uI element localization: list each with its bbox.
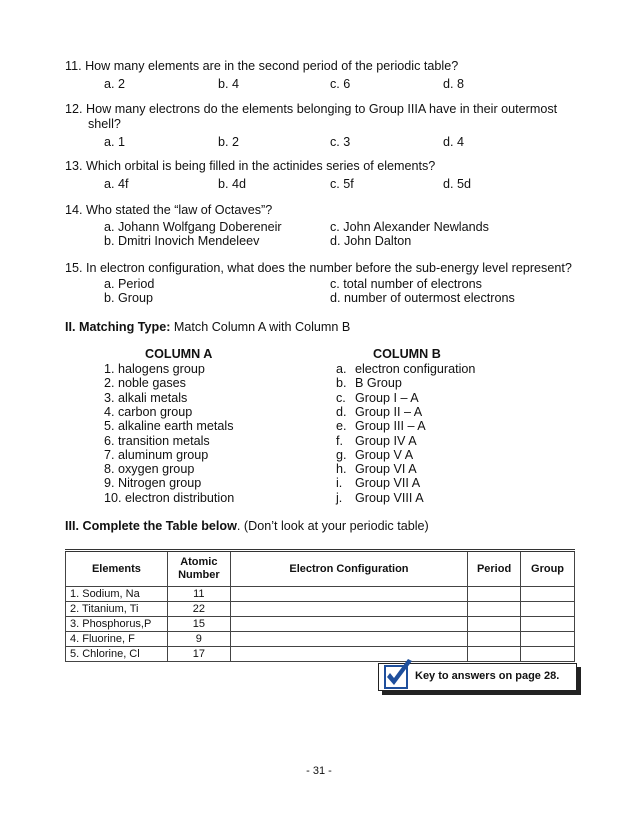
- column-a-item: 9. Nitrogen group: [104, 476, 202, 491]
- q15-option-a: a. Period: [104, 277, 155, 291]
- column-b-item: Group III – A: [355, 419, 426, 434]
- q13-option-c: c. 5f: [330, 177, 354, 191]
- q15-option-d: d. number of outermost electrons: [330, 291, 515, 305]
- q12-option-c: c. 3: [330, 135, 351, 149]
- header-elements: Elements: [66, 551, 168, 587]
- electron-configuration-cell[interactable]: [230, 617, 467, 632]
- group-cell[interactable]: [521, 587, 575, 602]
- element-cell: 4. Fluorine, F: [66, 632, 168, 647]
- atomic-number-cell: 9: [167, 632, 230, 647]
- matching-heading-bold: II. Matching Type:: [65, 320, 171, 334]
- table-row: [66, 587, 575, 602]
- q11-option-d: d. 8: [443, 77, 465, 91]
- period-cell[interactable]: [468, 617, 521, 632]
- column-a-item: 1. halogens group: [104, 362, 205, 376]
- q14-option-c: c. John Alexander Newlands: [330, 220, 489, 234]
- electron-configuration-cell[interactable]: [230, 587, 467, 602]
- period-cell[interactable]: [468, 647, 521, 662]
- question-15-stem: 15. In electron configuration, what does the number before the sub-energy level represent?: [65, 261, 572, 275]
- element-table: [65, 549, 575, 662]
- column-a-item: 8. oxygen group: [104, 462, 195, 477]
- q15-option-c: c. total number of electrons: [330, 277, 482, 291]
- column-a-item: 7. aluminum group: [104, 447, 209, 462]
- column-b-title: COLUMN B: [373, 347, 441, 361]
- column-b-item: Group VIII A: [355, 490, 424, 505]
- q14-option-b: b. Dmitri Inovich Mendeleev: [104, 234, 260, 248]
- q13-option-a: a. 4f: [104, 177, 129, 191]
- table-heading-rest: . (Don’t look at your periodic table): [236, 519, 429, 533]
- column-b-letter: g.: [336, 447, 347, 462]
- table-heading-bold: III. Complete the Table below: [65, 519, 237, 533]
- column-a-item: 5. alkaline earth metals: [104, 419, 234, 434]
- table-section-heading: [65, 519, 429, 534]
- q14-option-d: d. John Dalton: [330, 234, 412, 248]
- header-period: Period: [468, 551, 521, 587]
- electron-configuration-cell[interactable]: [230, 647, 467, 662]
- column-b-letter: j.: [336, 490, 343, 505]
- column-a-item: 3. alkali metals: [104, 390, 188, 405]
- group-cell[interactable]: [521, 602, 575, 617]
- element-cell: 1. Sodium, Na: [66, 587, 168, 602]
- q15-option-b: b. Group: [104, 291, 154, 305]
- checkmark-icon: [381, 658, 415, 692]
- column-b-item: Group IV A: [355, 433, 417, 448]
- column-b-item: Group VI A: [355, 462, 417, 477]
- column-b-letter: f.: [336, 433, 343, 448]
- answer-key-text: Key to answers on page 28.: [415, 670, 560, 682]
- period-cell[interactable]: [468, 587, 521, 602]
- table-header-row: [66, 551, 575, 587]
- element-cell: 2. Titanium, Ti: [66, 602, 168, 617]
- element-cell: 5. Chlorine, Cl: [66, 647, 168, 662]
- column-b-letter: a.: [336, 362, 347, 376]
- column-b-letter: e.: [336, 419, 347, 434]
- table-row: [66, 602, 575, 617]
- q12-option-a: a. 1: [104, 135, 126, 149]
- header-group: Group: [521, 551, 575, 587]
- column-b-item: Group V A: [355, 447, 414, 462]
- electron-configuration-cell[interactable]: [230, 602, 467, 617]
- q12-option-b: b. 2: [218, 135, 240, 149]
- column-a-item: 10. electron distribution: [104, 490, 235, 505]
- column-a-item: 4. carbon group: [104, 404, 193, 419]
- answer-key-box: [378, 663, 577, 691]
- table-row: [66, 617, 575, 632]
- atomic-number-cell: 22: [167, 602, 230, 617]
- column-a-item: 6. transition metals: [104, 433, 210, 448]
- q14-option-a: a. Johann Wolfgang Dobereneir: [104, 220, 282, 234]
- element-cell: 3. Phosphorus,P: [66, 617, 168, 632]
- table-row: [66, 632, 575, 647]
- column-a-item: 2. noble gases: [104, 376, 186, 391]
- question-12-stem: 12. How many electrons do the elements belonging to Group IIIA have in their outermost: [65, 102, 558, 116]
- column-b-item: electron configuration: [355, 362, 476, 376]
- column-b-item: Group II – A: [355, 404, 423, 419]
- header-electron-configuration: Electron Configuration: [230, 551, 467, 587]
- q13-option-b: b. 4d: [218, 177, 247, 191]
- group-cell[interactable]: [521, 647, 575, 662]
- q13-option-d: d. 5d: [443, 177, 472, 191]
- question-11-stem: 11. How many elements are in the second period of the periodic table?: [65, 59, 459, 73]
- header-atomic-line1: Atomic: [180, 556, 218, 568]
- column-b-letter: c.: [336, 390, 346, 405]
- q11-option-a: a. 2: [104, 77, 126, 91]
- header-atomic-number: [167, 551, 230, 587]
- question-12-stem-cont: shell?: [88, 117, 121, 131]
- header-atomic-line2: Number: [178, 569, 220, 581]
- column-b-letter: d.: [336, 404, 347, 419]
- question-13-stem: 13. Which orbital is being filled in the actinides series of elements?: [65, 159, 436, 173]
- matching-heading: [65, 320, 350, 335]
- q11-option-c: c. 6: [330, 77, 351, 91]
- question-14-stem: 14. Who stated the “law of Octaves”?: [65, 203, 273, 217]
- q12-option-d: d. 4: [443, 135, 465, 149]
- table-row: [66, 647, 575, 662]
- group-cell[interactable]: [521, 632, 575, 647]
- column-b-item: Group I – A: [355, 390, 419, 405]
- page-number: - 31 -: [306, 765, 332, 777]
- column-b-letter: i.: [336, 476, 343, 491]
- atomic-number-cell: 15: [167, 617, 230, 632]
- atomic-number-cell: 17: [167, 647, 230, 662]
- matching-heading-rest: Match Column A with Column B: [170, 320, 351, 334]
- period-cell[interactable]: [468, 602, 521, 617]
- column-a-title: COLUMN A: [145, 347, 213, 361]
- q11-option-b: b. 4: [218, 77, 240, 91]
- column-b-letter: b.: [336, 376, 347, 391]
- column-b-letter: h.: [336, 462, 347, 477]
- electron-configuration-cell[interactable]: [230, 632, 467, 647]
- group-cell[interactable]: [521, 617, 575, 632]
- column-b-item: Group VII A: [355, 476, 421, 491]
- atomic-number-cell: 11: [167, 587, 230, 602]
- column-b-item: B Group: [355, 376, 402, 391]
- period-cell[interactable]: [468, 632, 521, 647]
